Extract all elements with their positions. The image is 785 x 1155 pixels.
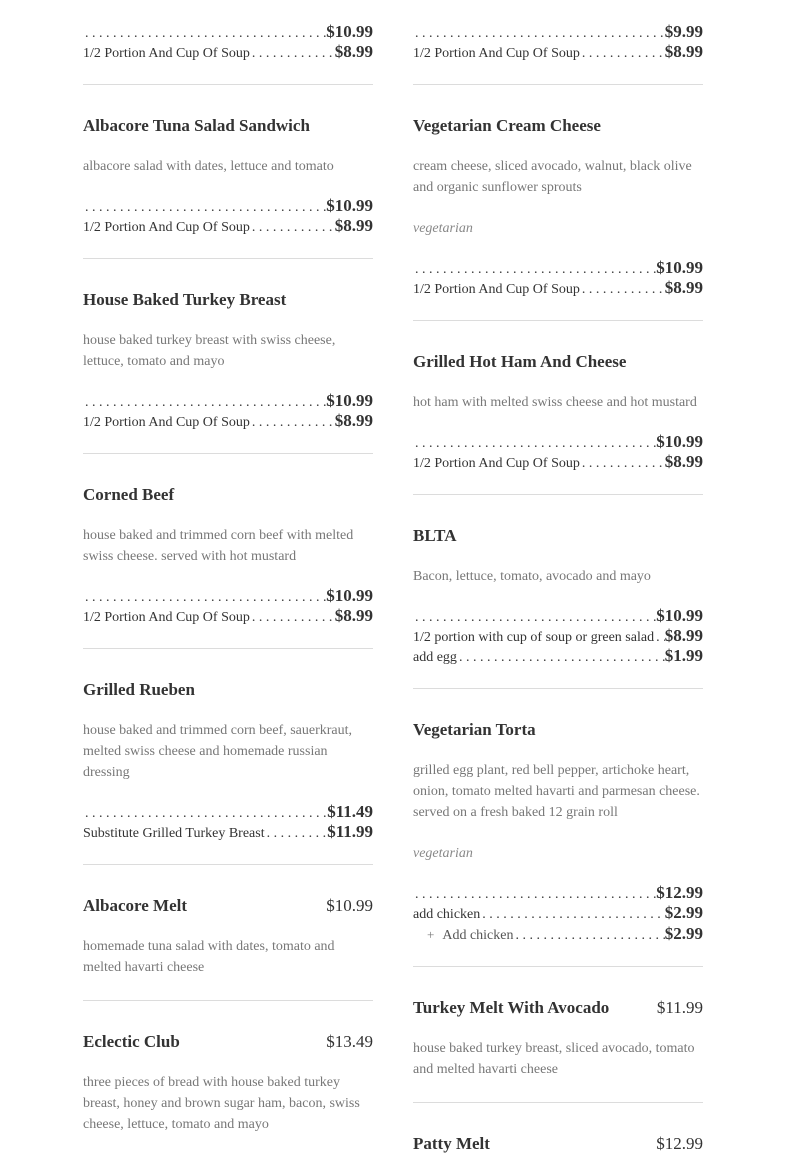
price-list: [413, 22, 703, 62]
menu-item-description: three pieces of bread with house baked turkey breast, honey and brown sugar ham, bacon, swiss cheese, lettuce, tomato and mayo: [83, 1075, 360, 1132]
price-row: [83, 216, 373, 236]
menu-item-price: $10.99: [326, 896, 373, 915]
price-option-label: 1/2 Portion And Cup Of Soup: [413, 282, 580, 297]
menu-item-title: Vegetarian Cream Cheese: [413, 116, 601, 135]
menu-item-header: [83, 679, 373, 701]
menu-item-title: Vegetarian Torta: [413, 720, 536, 739]
dot-leader: [265, 824, 328, 842]
price-list: [83, 22, 373, 62]
price-row: [83, 196, 373, 216]
menu-item-grilled-rueben: [83, 679, 373, 842]
menu-item-description: house baked turkey breast with swiss cheese, lettuce, tomato and mayo: [83, 333, 336, 369]
menu-item-title: BLTA: [413, 526, 457, 545]
dot-leader: [83, 393, 326, 411]
price-row: [413, 278, 703, 298]
menu-item-title: Albacore Melt: [83, 896, 188, 915]
menu-item-eclectic-club: [83, 1031, 373, 1135]
price-amount: $10.99: [656, 432, 703, 451]
divider: [413, 1102, 703, 1103]
price-amount: $12.99: [656, 883, 703, 902]
price-option-label: 1/2 Portion And Cup Of Soup: [83, 610, 250, 625]
menu-item-title: Eclectic Club: [83, 1032, 180, 1051]
dot-leader: [413, 885, 656, 903]
price-option-label: add egg: [413, 650, 457, 665]
price-amount: $8.99: [664, 42, 703, 61]
menu-item-blta: [413, 525, 703, 666]
price-amount: $8.99: [664, 452, 703, 471]
menu-item-item: [83, 22, 373, 62]
menu-item-header: [413, 719, 703, 741]
dot-leader: [83, 24, 326, 42]
price-amount: $8.99: [664, 626, 703, 645]
price-list: [83, 196, 373, 236]
price-amount: $8.99: [334, 42, 373, 61]
menu-item-item: [413, 22, 703, 62]
menu-item-title: Corned Beef: [83, 485, 175, 504]
dot-leader: [250, 413, 335, 431]
menu-item-description: hot ham with melted swiss cheese and hot mustard: [413, 395, 697, 410]
menu-item-price: $12.99: [656, 1134, 703, 1153]
price-option-label: Add chicken: [442, 928, 514, 943]
divider: [413, 966, 703, 967]
price-row: [413, 22, 703, 42]
menu-item-description: house baked turkey breast, sliced avocado, tomato and melted havarti cheese: [413, 1041, 695, 1077]
price-row: [413, 42, 703, 62]
price-row: [413, 606, 703, 626]
dot-leader: [83, 198, 326, 216]
price-row: [83, 802, 373, 822]
dot-leader: [413, 260, 656, 278]
menu-item-description: Bacon, lettuce, tomato, avocado and mayo: [413, 569, 651, 584]
menu-item-description: homemade tuna salad with dates, tomato and melted havarti cheese: [83, 939, 335, 975]
menu-item-vegetarian-torta: [413, 719, 703, 944]
dot-leader: [480, 905, 665, 923]
price-option-label: Substitute Grilled Turkey Breast: [83, 826, 265, 841]
menu-item-price: $13.49: [326, 1032, 373, 1051]
menu-item-title: Albacore Tuna Salad Sandwich: [83, 116, 310, 135]
price-amount: $10.99: [656, 606, 703, 625]
price-row: [413, 646, 703, 666]
menu-item-header: [413, 1133, 703, 1155]
menu-item-albacore-melt: [83, 895, 373, 978]
price-row: [413, 626, 703, 646]
price-amount: $2.99: [664, 903, 703, 922]
price-row: [413, 432, 703, 452]
dot-leader: [580, 280, 665, 298]
menu-item-description: house baked and trimmed corn beef with melted swiss cheese. served with hot mustard: [83, 528, 354, 564]
menu-item-header: [83, 115, 373, 137]
plus-icon: +: [427, 927, 435, 942]
menu-item-header: [413, 997, 703, 1019]
dot-leader: [250, 608, 335, 626]
price-list: [83, 391, 373, 431]
menu-item-turkey-melt-with-avocado: [413, 997, 703, 1080]
menu-item-description: albacore salad with dates, lettuce and tomato: [83, 159, 334, 174]
dot-leader: [580, 44, 665, 62]
price-amount: $2.99: [664, 924, 703, 943]
price-row: [83, 391, 373, 411]
menu-column-right: [413, 22, 703, 1155]
price-row: [83, 822, 373, 842]
menu-item-title: Patty Melt: [413, 1134, 490, 1153]
menu-item-title: Grilled Rueben: [83, 680, 195, 699]
menu-item-albacore-tuna-salad-sandwich: [83, 115, 373, 236]
price-option-label: add chicken: [413, 907, 481, 922]
price-row: [413, 258, 703, 278]
price-option-label: 1/2 portion with cup of soup or green salad: [413, 630, 655, 645]
menu-item-header: [83, 1031, 373, 1053]
dot-leader: [413, 434, 656, 452]
price-amount: $10.99: [326, 196, 373, 215]
menu-item-header: [83, 289, 373, 311]
price-option: [413, 924, 514, 944]
menu-item-house-baked-turkey-breast: [83, 289, 373, 431]
menu-item-description: cream cheese, sliced avocado, walnut, black olive and organic sunflower sprouts: [413, 159, 692, 195]
dietary-tag: vegetarian: [413, 221, 473, 236]
menu-item-description: house baked and trimmed corn beef, sauerkraut, melted swiss cheese and homemade russian dressing: [83, 723, 353, 780]
menu-item-header: [413, 115, 703, 137]
menu-item-title: Turkey Melt With Avocado: [413, 998, 610, 1017]
menu-item-patty-melt: [413, 1133, 703, 1155]
dot-leader: [514, 925, 665, 944]
divider: [413, 84, 703, 85]
price-amount: $11.99: [327, 822, 373, 841]
menu-item-title: House Baked Turkey Breast: [83, 290, 287, 309]
menu-column-left: [83, 22, 373, 1135]
price-row: [83, 42, 373, 62]
divider: [413, 688, 703, 689]
menu-item-grilled-hot-ham-and-cheese: [413, 351, 703, 472]
price-option-label: 1/2 Portion And Cup Of Soup: [413, 46, 580, 61]
menu-item-header: [83, 484, 373, 506]
price-amount: $8.99: [334, 216, 373, 235]
menu-item-header: [413, 525, 703, 547]
price-amount: $10.99: [326, 391, 373, 410]
dot-leader: [457, 648, 665, 666]
dot-leader: [83, 804, 327, 822]
price-row: [83, 606, 373, 626]
menu-item-price: $11.99: [656, 998, 703, 1017]
price-list: [83, 586, 373, 626]
menu-item-description: grilled egg plant, red bell pepper, artichoke heart, onion, tomato melted havarti and parmesan cheese. served on a fresh baked 12 grain roll: [413, 763, 700, 820]
divider: [83, 453, 373, 454]
divider: [413, 494, 703, 495]
dot-leader: [83, 588, 326, 606]
price-list: [83, 802, 373, 842]
divider: [83, 84, 373, 85]
dot-leader: [250, 218, 335, 236]
price-amount: $8.99: [334, 606, 373, 625]
price-option-label: 1/2 Portion And Cup Of Soup: [83, 220, 250, 235]
price-amount: $8.99: [664, 278, 703, 297]
price-amount: $8.99: [334, 411, 373, 430]
divider: [83, 864, 373, 865]
menu-item-vegetarian-cream-cheese: [413, 115, 703, 298]
price-amount: $1.99: [664, 646, 703, 665]
price-list: [413, 432, 703, 472]
price-row: [413, 923, 703, 944]
price-row: [83, 586, 373, 606]
price-list: [413, 258, 703, 298]
dot-leader: [413, 24, 665, 42]
price-option-label: 1/2 Portion And Cup Of Soup: [83, 46, 250, 61]
divider: [83, 1000, 373, 1001]
price-row: [413, 903, 703, 923]
price-option-label: 1/2 Portion And Cup Of Soup: [413, 456, 580, 471]
price-row: [413, 452, 703, 472]
price-row: [83, 22, 373, 42]
price-amount: $10.99: [656, 258, 703, 277]
menu-item-header: [413, 351, 703, 373]
price-row: [413, 883, 703, 903]
price-list: [413, 883, 703, 944]
dot-leader: [250, 44, 335, 62]
divider: [83, 648, 373, 649]
price-amount: $11.49: [327, 802, 373, 821]
menu-item-title: Grilled Hot Ham And Cheese: [413, 352, 627, 371]
dot-leader: [580, 454, 665, 472]
menu-item-corned-beef: [83, 484, 373, 626]
price-amount: $9.99: [664, 22, 703, 41]
divider: [413, 320, 703, 321]
price-list: [413, 606, 703, 666]
price-amount: $10.99: [326, 22, 373, 41]
divider: [83, 258, 373, 259]
price-amount: $10.99: [326, 586, 373, 605]
dot-leader: [654, 628, 665, 646]
dot-leader: [413, 608, 656, 626]
price-row: [83, 411, 373, 431]
price-option-label: 1/2 Portion And Cup Of Soup: [83, 415, 250, 430]
dietary-tag: vegetarian: [413, 846, 473, 861]
menu-item-header: [83, 895, 373, 917]
